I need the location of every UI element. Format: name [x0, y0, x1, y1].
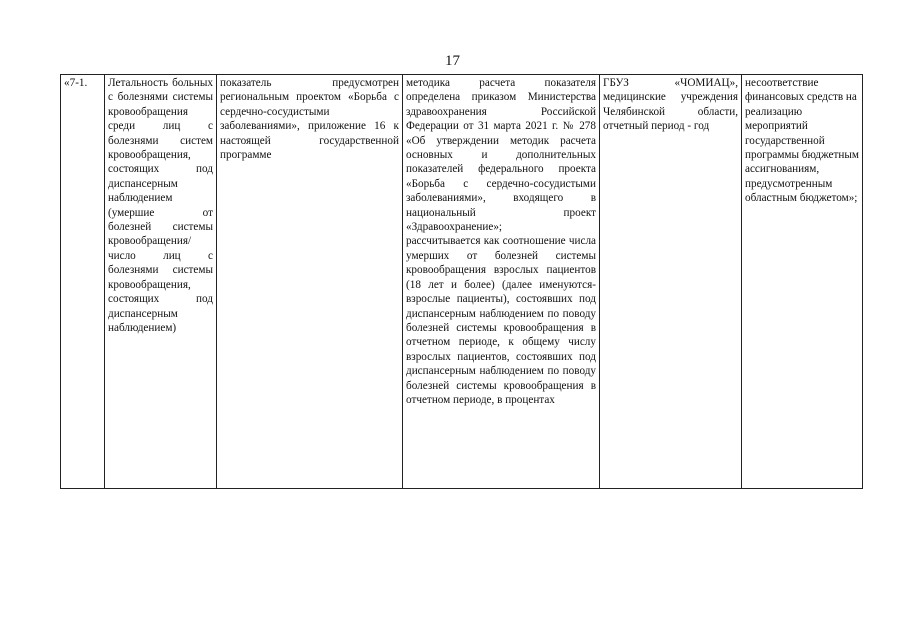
cell-responsible — [600, 75, 742, 489]
cell-factors — [742, 75, 863, 489]
row-number: «7-1. — [64, 77, 88, 89]
indicator-responsible: ГБУЗ «ЧОМИАЦ», медицинские учреждения Челябинской области, отчетный период - год — [603, 77, 738, 133]
cell-indicator-name — [105, 75, 217, 489]
cell-methodology — [403, 75, 600, 489]
page-number: 17 — [445, 53, 460, 69]
cell-row-number — [61, 75, 105, 489]
indicator-table — [60, 74, 863, 489]
indicator-name: Летальность больных с болезнями системы кровообращения среди лиц с болезнями систем кровообращения, состоящих под диспансерным наблюдением (умершие от болезней системы кровообращения/ число лиц с болезнями системы кровообращения, состоящих под диспансерным наблюдением) — [108, 77, 213, 334]
indicator-basis: показатель предусмотрен региональным проектом «Борьба с сердечно-сосудистыми заболеваниями», приложение 16 к настоящей государственной программе — [220, 77, 399, 162]
indicator-methodology: методика расчета показателя определена приказом Министерства здравоохранения Российской Федерации от 31 марта 2021 г. № 278 «Об утверждении методик расчета основных и дополнительных показателей федерального проекта «Борьба с сердечно-сосудистыми заболеваниями», входящего в национальный проект «Здравоохранение»; рассчитывается как соотношение числа умерших от болезней системы кровообращения взрослых пациентов (18 лет и более) (далее именуются-взрослые пациенты), состоявших под диспансерным наблюдением по поводу болезней системы кровообращения в отчетном периоде, к общему числу взрослых пациентов, состоявших под диспансерным наблюдением по поводу болезней системы кровообращения в отчетном периоде, в процентах — [406, 77, 596, 406]
indicator-factors: несоответствие финансовых средств на реализацию мероприятий государственной программы бюджетным ассигнованиям, предусмотренным областным бюджетом»; — [745, 77, 859, 205]
table-row — [61, 75, 863, 489]
cell-basis — [217, 75, 403, 489]
